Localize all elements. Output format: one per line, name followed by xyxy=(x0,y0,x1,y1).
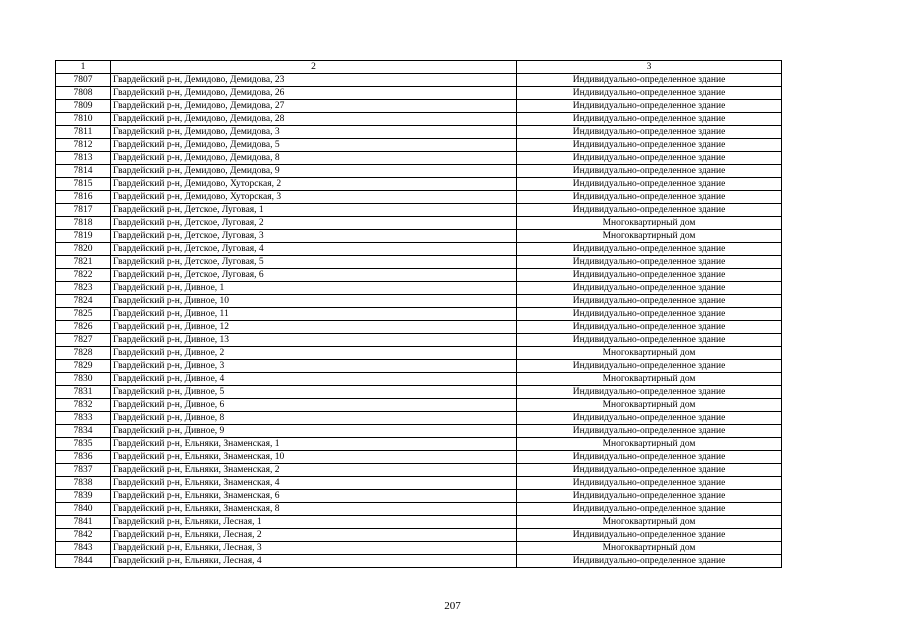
table-row xyxy=(56,100,782,113)
row-address: Гвардейский р-н, Ельняки, Лесная, 4 xyxy=(111,555,517,568)
table-row xyxy=(56,451,782,464)
table-row xyxy=(56,412,782,425)
row-object-type: Многоквартирный дом xyxy=(517,217,782,230)
row-object-type: Индивидуально-определенное здание xyxy=(517,165,782,178)
header-col-1: 1 xyxy=(56,61,111,74)
row-address: Гвардейский р-н, Демидово, Демидова, 9 xyxy=(111,165,517,178)
table-row xyxy=(56,243,782,256)
row-address: Гвардейский р-н, Демидово, Демидова, 3 xyxy=(111,126,517,139)
row-number: 7808 xyxy=(56,87,111,100)
row-address: Гвардейский р-н, Детское, Луговая, 1 xyxy=(111,204,517,217)
table-row xyxy=(56,126,782,139)
row-address: Гвардейский р-н, Дивное, 4 xyxy=(111,373,517,386)
table-row xyxy=(56,204,782,217)
row-object-type: Многоквартирный дом xyxy=(517,516,782,529)
row-address: Гвардейский р-н, Дивное, 11 xyxy=(111,308,517,321)
row-number: 7833 xyxy=(56,412,111,425)
table-row xyxy=(56,139,782,152)
row-address: Гвардейский р-н, Ельняки, Знаменская, 10 xyxy=(111,451,517,464)
row-object-type: Индивидуально-определенное здание xyxy=(517,204,782,217)
row-number: 7812 xyxy=(56,139,111,152)
row-object-type: Индивидуально-определенное здание xyxy=(517,282,782,295)
row-address: Гвардейский р-н, Дивное, 5 xyxy=(111,386,517,399)
row-address: Гвардейский р-н, Детское, Луговая, 6 xyxy=(111,269,517,282)
row-number: 7832 xyxy=(56,399,111,412)
table-row xyxy=(56,399,782,412)
row-object-type: Индивидуально-определенное здание xyxy=(517,139,782,152)
row-object-type: Многоквартирный дом xyxy=(517,438,782,451)
row-number: 7841 xyxy=(56,516,111,529)
table-row xyxy=(56,386,782,399)
row-address: Гвардейский р-н, Ельняки, Лесная, 1 xyxy=(111,516,517,529)
row-number: 7843 xyxy=(56,542,111,555)
table-row xyxy=(56,152,782,165)
row-address: Гвардейский р-н, Ельняки, Знаменская, 4 xyxy=(111,477,517,490)
row-address: Гвардейский р-н, Демидово, Демидова, 23 xyxy=(111,74,517,87)
row-number: 7835 xyxy=(56,438,111,451)
row-address: Гвардейский р-н, Дивное, 1 xyxy=(111,282,517,295)
row-address: Гвардейский р-н, Дивное, 8 xyxy=(111,412,517,425)
row-object-type: Многоквартирный дом xyxy=(517,230,782,243)
row-object-type: Индивидуально-определенное здание xyxy=(517,178,782,191)
row-object-type: Индивидуально-определенное здание xyxy=(517,256,782,269)
table-row xyxy=(56,516,782,529)
row-object-type: Индивидуально-определенное здание xyxy=(517,87,782,100)
row-object-type: Индивидуально-определенное здание xyxy=(517,555,782,568)
row-address: Гвардейский р-н, Детское, Луговая, 4 xyxy=(111,243,517,256)
table-row xyxy=(56,191,782,204)
row-object-type: Индивидуально-определенное здание xyxy=(517,126,782,139)
table-row xyxy=(56,230,782,243)
row-object-type: Многоквартирный дом xyxy=(517,542,782,555)
table-row xyxy=(56,347,782,360)
row-number: 7823 xyxy=(56,282,111,295)
row-number: 7814 xyxy=(56,165,111,178)
table-row xyxy=(56,282,782,295)
row-address: Гвардейский р-н, Демидово, Демидова, 26 xyxy=(111,87,517,100)
table-row xyxy=(56,321,782,334)
row-object-type: Индивидуально-определенное здание xyxy=(517,412,782,425)
row-address: Гвардейский р-н, Дивное, 3 xyxy=(111,360,517,373)
table-row xyxy=(56,373,782,386)
row-object-type: Индивидуально-определенное здание xyxy=(517,490,782,503)
row-address: Гвардейский р-н, Дивное, 13 xyxy=(111,334,517,347)
row-object-type: Индивидуально-определенное здание xyxy=(517,529,782,542)
row-number: 7818 xyxy=(56,217,111,230)
header-col-3: 3 xyxy=(517,61,782,74)
row-object-type: Индивидуально-определенное здание xyxy=(517,295,782,308)
table-row xyxy=(56,295,782,308)
table-row xyxy=(56,490,782,503)
row-number: 7809 xyxy=(56,100,111,113)
table-row xyxy=(56,360,782,373)
table-row xyxy=(56,464,782,477)
row-number: 7822 xyxy=(56,269,111,282)
table-row xyxy=(56,74,782,87)
row-object-type: Индивидуально-определенное здание xyxy=(517,334,782,347)
row-number: 7827 xyxy=(56,334,111,347)
table-row xyxy=(56,555,782,568)
table-row xyxy=(56,178,782,191)
row-address: Гвардейский р-н, Дивное, 6 xyxy=(111,399,517,412)
row-object-type: Индивидуально-определенное здание xyxy=(517,74,782,87)
row-number: 7821 xyxy=(56,256,111,269)
table-row xyxy=(56,334,782,347)
row-number: 7828 xyxy=(56,347,111,360)
row-number: 7830 xyxy=(56,373,111,386)
row-address: Гвардейский р-н, Демидово, Демидова, 5 xyxy=(111,139,517,152)
row-object-type: Индивидуально-определенное здание xyxy=(517,477,782,490)
row-number: 7817 xyxy=(56,204,111,217)
row-object-type: Индивидуально-определенное здание xyxy=(517,464,782,477)
table-row xyxy=(56,542,782,555)
row-object-type: Индивидуально-определенное здание xyxy=(517,269,782,282)
row-object-type: Индивидуально-определенное здание xyxy=(517,243,782,256)
row-number: 7829 xyxy=(56,360,111,373)
row-number: 7811 xyxy=(56,126,111,139)
row-address: Гвардейский р-н, Детское, Луговая, 5 xyxy=(111,256,517,269)
table-row xyxy=(56,217,782,230)
row-number: 7831 xyxy=(56,386,111,399)
row-object-type: Индивидуально-определенное здание xyxy=(517,191,782,204)
table-row xyxy=(56,477,782,490)
table-row xyxy=(56,425,782,438)
row-number: 7810 xyxy=(56,113,111,126)
row-number: 7813 xyxy=(56,152,111,165)
row-object-type: Многоквартирный дом xyxy=(517,399,782,412)
row-address: Гвардейский р-н, Детское, Луговая, 3 xyxy=(111,230,517,243)
row-object-type: Многоквартирный дом xyxy=(517,347,782,360)
row-object-type: Индивидуально-определенное здание xyxy=(517,386,782,399)
row-number: 7825 xyxy=(56,308,111,321)
table-row xyxy=(56,113,782,126)
row-number: 7819 xyxy=(56,230,111,243)
table-row xyxy=(56,438,782,451)
row-address: Гвардейский р-н, Дивное, 9 xyxy=(111,425,517,438)
row-number: 7824 xyxy=(56,295,111,308)
row-object-type: Индивидуально-определенное здание xyxy=(517,360,782,373)
row-address: Гвардейский р-н, Демидово, Демидова, 8 xyxy=(111,152,517,165)
row-number: 7820 xyxy=(56,243,111,256)
row-number: 7837 xyxy=(56,464,111,477)
row-number: 7844 xyxy=(56,555,111,568)
table-row xyxy=(56,87,782,100)
table-row xyxy=(56,269,782,282)
row-address: Гвардейский р-н, Ельняки, Знаменская, 6 xyxy=(111,490,517,503)
table-header-row xyxy=(56,61,782,74)
row-address: Гвардейский р-н, Демидово, Демидова, 28 xyxy=(111,113,517,126)
row-object-type: Индивидуально-определенное здание xyxy=(517,308,782,321)
row-address: Гвардейский р-н, Демидово, Хуторская, 3 xyxy=(111,191,517,204)
row-object-type: Индивидуально-определенное здание xyxy=(517,100,782,113)
row-address: Гвардейский р-н, Дивное, 12 xyxy=(111,321,517,334)
registry-table xyxy=(55,60,782,568)
row-object-type: Индивидуально-определенное здание xyxy=(517,321,782,334)
row-object-type: Индивидуально-определенное здание xyxy=(517,503,782,516)
table-row xyxy=(56,529,782,542)
row-address: Гвардейский р-н, Демидово, Демидова, 27 xyxy=(111,100,517,113)
row-address: Гвардейский р-н, Детское, Луговая, 2 xyxy=(111,217,517,230)
row-address: Гвардейский р-н, Дивное, 10 xyxy=(111,295,517,308)
row-object-type: Индивидуально-определенное здание xyxy=(517,152,782,165)
row-number: 7840 xyxy=(56,503,111,516)
row-number: 7842 xyxy=(56,529,111,542)
table-row xyxy=(56,503,782,516)
header-col-2: 2 xyxy=(111,61,517,74)
row-number: 7834 xyxy=(56,425,111,438)
row-number: 7838 xyxy=(56,477,111,490)
row-object-type: Многоквартирный дом xyxy=(517,373,782,386)
table-row xyxy=(56,165,782,178)
table-row xyxy=(56,256,782,269)
row-address: Гвардейский р-н, Ельняки, Знаменская, 2 xyxy=(111,464,517,477)
row-number: 7807 xyxy=(56,74,111,87)
row-number: 7816 xyxy=(56,191,111,204)
row-object-type: Индивидуально-определенное здание xyxy=(517,451,782,464)
row-address: Гвардейский р-н, Ельняки, Знаменская, 1 xyxy=(111,438,517,451)
row-number: 7815 xyxy=(56,178,111,191)
row-address: Гвардейский р-н, Ельняки, Лесная, 2 xyxy=(111,529,517,542)
table-body xyxy=(56,74,782,568)
row-address: Гвардейский р-н, Демидово, Хуторская, 2 xyxy=(111,178,517,191)
row-number: 7836 xyxy=(56,451,111,464)
row-number: 7826 xyxy=(56,321,111,334)
row-object-type: Индивидуально-определенное здание xyxy=(517,113,782,126)
row-address: Гвардейский р-н, Ельняки, Знаменская, 8 xyxy=(111,503,517,516)
table-row xyxy=(56,308,782,321)
row-address: Гвардейский р-н, Дивное, 2 xyxy=(111,347,517,360)
row-address: Гвардейский р-н, Ельняки, Лесная, 3 xyxy=(111,542,517,555)
row-number: 7839 xyxy=(56,490,111,503)
page-number: 207 xyxy=(444,600,461,612)
row-object-type: Индивидуально-определенное здание xyxy=(517,425,782,438)
